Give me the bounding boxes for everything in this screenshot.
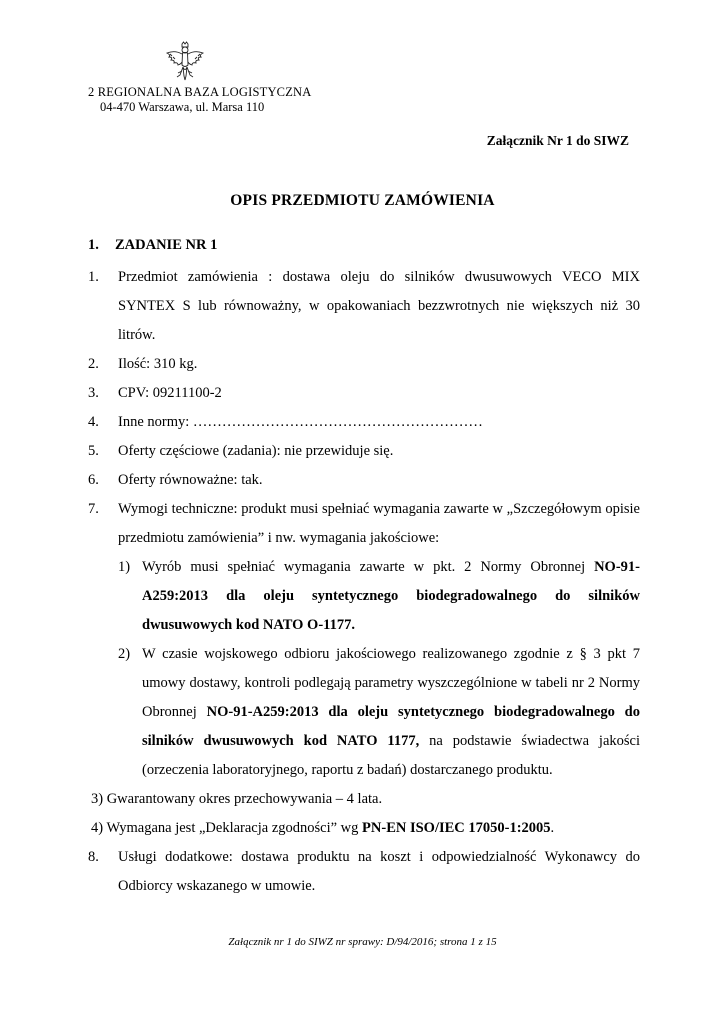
sub-item-text-tail: na podstawie świadectwa jakości (orzeczenia laboratoryjnego, raportu z badań) dostarczanego produktu. [142, 733, 640, 778]
sub-item-text [128, 553, 640, 640]
list-item [88, 350, 640, 379]
sub-item [88, 640, 640, 785]
section-heading [88, 237, 217, 254]
sub-item: 3) Gwarantowany okres przechowywania – 4 lata. [91, 791, 383, 807]
item-text: Oferty równoważne: tak. [118, 472, 263, 488]
requirements-list [88, 263, 640, 901]
list-item [88, 466, 640, 495]
norm-reference: NO-91-A259:2013 dla oleju syntetycznego biodegradowalnego do silników dwusuwowych kod NATO 1177, [142, 704, 640, 749]
page-footer: Załącznik nr 1 do SIWZ nr sprawy: D/94/2016; strona 1 z 15 [228, 936, 497, 948]
sub-item-text-plain: Wyrób musi spełniać wymagania zawarte w pkt. 2 Normy Obronnej [142, 559, 595, 575]
norm-reference: NO-91-A259:2013 dla oleju syntetycznego biodegradowalnego do silników dwusuwowych kod NATO O-1177. [142, 559, 640, 633]
item-number: 4. [88, 414, 99, 430]
list-item [88, 408, 640, 437]
sub-item-text-plain: W czasie wojskowego odbioru jakościowego realizowanego zgodnie z § 3 pkt 7 umowy dostawy, kontroli podlegają parametry wyszczególnione w tabeli nr 2 Normy Obronnej [142, 646, 640, 720]
list-item [88, 843, 640, 901]
sub-item-text [128, 640, 640, 785]
attachment-label: Załącznik Nr 1 do SIWZ [486, 133, 629, 148]
section-label: ZADANIE NR 1 [115, 237, 218, 253]
page-title: OPIS PRZEDMIOTU ZAMÓWIENIA [230, 192, 495, 209]
list-item [88, 495, 640, 553]
item-number: 2. [88, 356, 99, 372]
item-number: 6. [88, 472, 99, 488]
item-text: Wymogi techniczne: produkt musi spełniać wymagania zawarte w „Szczegółowym opisie przedmiotu zamówienia” i nw. wymagania jakościowe: [118, 501, 640, 546]
sub-item-text-plain: 4) Wymagana jest „Deklaracja zgodności” wg [91, 820, 363, 836]
item-text: Ilość: 310 kg. [118, 356, 198, 372]
item-number: 5. [88, 443, 99, 459]
list-item [88, 263, 640, 350]
organization-address: 04-470 Warszawa, ul. Marsa 110 [100, 100, 265, 114]
item-text: Przedmiot zamówienia : dostawa oleju do silników dwusuwowych VECO MIX SYNTEX S lub równoważny, w opakowaniach bezzwrotnych nie większych niż 30 litrów. [118, 269, 640, 343]
item-number: 7. [88, 501, 99, 517]
sub-item-number: 1) [118, 559, 131, 575]
item-number: 3. [88, 385, 99, 401]
sub-item-text-tail: . [550, 820, 555, 836]
item-number: 8. [88, 849, 99, 865]
sub-item [88, 553, 640, 640]
list-item [88, 379, 640, 408]
item-text: CPV: 09211100-2 [118, 385, 222, 401]
organization-name: 2 REGIONALNA BAZA LOGISTYCZNA [88, 85, 312, 99]
item-number: 1. [88, 269, 99, 285]
item-text: Inne normy: …………………………………………………… [118, 414, 483, 430]
list-item [88, 437, 640, 466]
standard-reference: PN-EN ISO/IEC 17050-1:2005 [362, 820, 551, 836]
item-text: Oferty częściowe (zadania): nie przewiduje się. [118, 443, 394, 459]
sub-item-number: 2) [118, 646, 131, 662]
item-text: Usługi dodatkowe: dostawa produktu na koszt i odpowiedzialność Wykonawcy do Odbiorcy wskazanego w umowie. [118, 849, 640, 894]
section-number: 1. [88, 237, 99, 253]
sub-item [88, 814, 640, 843]
eagle-emblem-icon [163, 40, 207, 84]
